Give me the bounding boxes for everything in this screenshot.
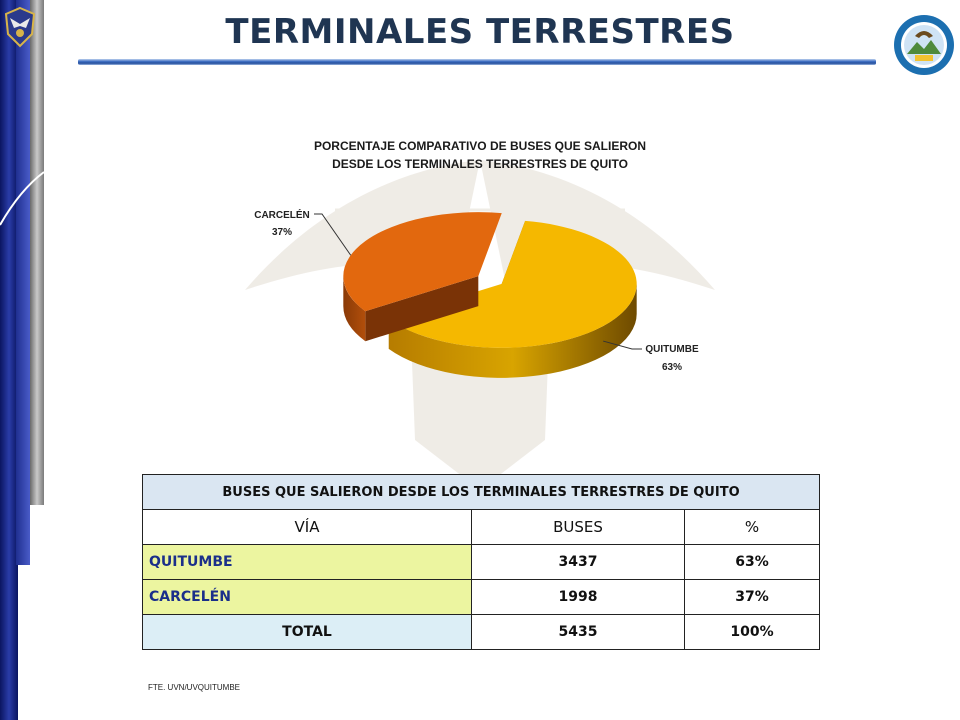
police-crest-icon xyxy=(2,4,38,50)
row-quitumbe-buses: 3437 xyxy=(472,545,685,580)
title-underline xyxy=(78,59,876,65)
left-decorative-bar xyxy=(0,0,46,720)
row-carcelen-name: CARCELÉN xyxy=(143,580,472,615)
column-header-percent: % xyxy=(685,510,820,545)
slice-label-quitumbe: QUITUMBE xyxy=(645,344,699,355)
national-traffic-directorate-seal-icon xyxy=(893,14,955,76)
column-header-buses: BUSES xyxy=(472,510,685,545)
buses-table xyxy=(142,474,820,650)
leader-line-carcelen xyxy=(314,214,351,255)
total-buses: 5435 xyxy=(472,615,685,650)
total-label: TOTAL xyxy=(143,615,472,650)
total-percent: 100% xyxy=(685,615,820,650)
page-title: TERMINALES TERRESTRES xyxy=(225,12,735,52)
row-quitumbe-name: QUITUMBE xyxy=(143,545,472,580)
row-carcelen-buses: 1998 xyxy=(472,580,685,615)
chart-title-line-1: PORCENTAJE COMPARATIVO DE BUSES QUE SALIERON xyxy=(313,139,647,153)
table-row xyxy=(143,580,820,615)
source-note: FTE. UVN/UVQUITUMBE xyxy=(148,683,241,692)
table-row xyxy=(143,545,820,580)
row-quitumbe-percent: 63% xyxy=(685,545,820,580)
slice-percent-carcelen: 37% xyxy=(271,227,293,238)
chart-title-line-2: DESDE LOS TERMINALES TERRESTRES DE QUITO xyxy=(332,157,628,171)
left-bar-curve xyxy=(0,150,46,390)
table-header-row xyxy=(143,510,820,545)
slice-label-carcelen: CARCELÉN xyxy=(254,210,310,221)
column-header-via: VÍA xyxy=(143,510,472,545)
slice-percent-quitumbe: 63% xyxy=(661,362,683,373)
table-title: BUSES QUE SALIERON DESDE LOS TERMINALES TERRESTRES DE QUITO xyxy=(143,475,820,510)
row-carcelen-percent: 37% xyxy=(685,580,820,615)
pie-slices xyxy=(343,212,636,378)
table-total-row xyxy=(143,615,820,650)
chart-title xyxy=(230,137,730,173)
